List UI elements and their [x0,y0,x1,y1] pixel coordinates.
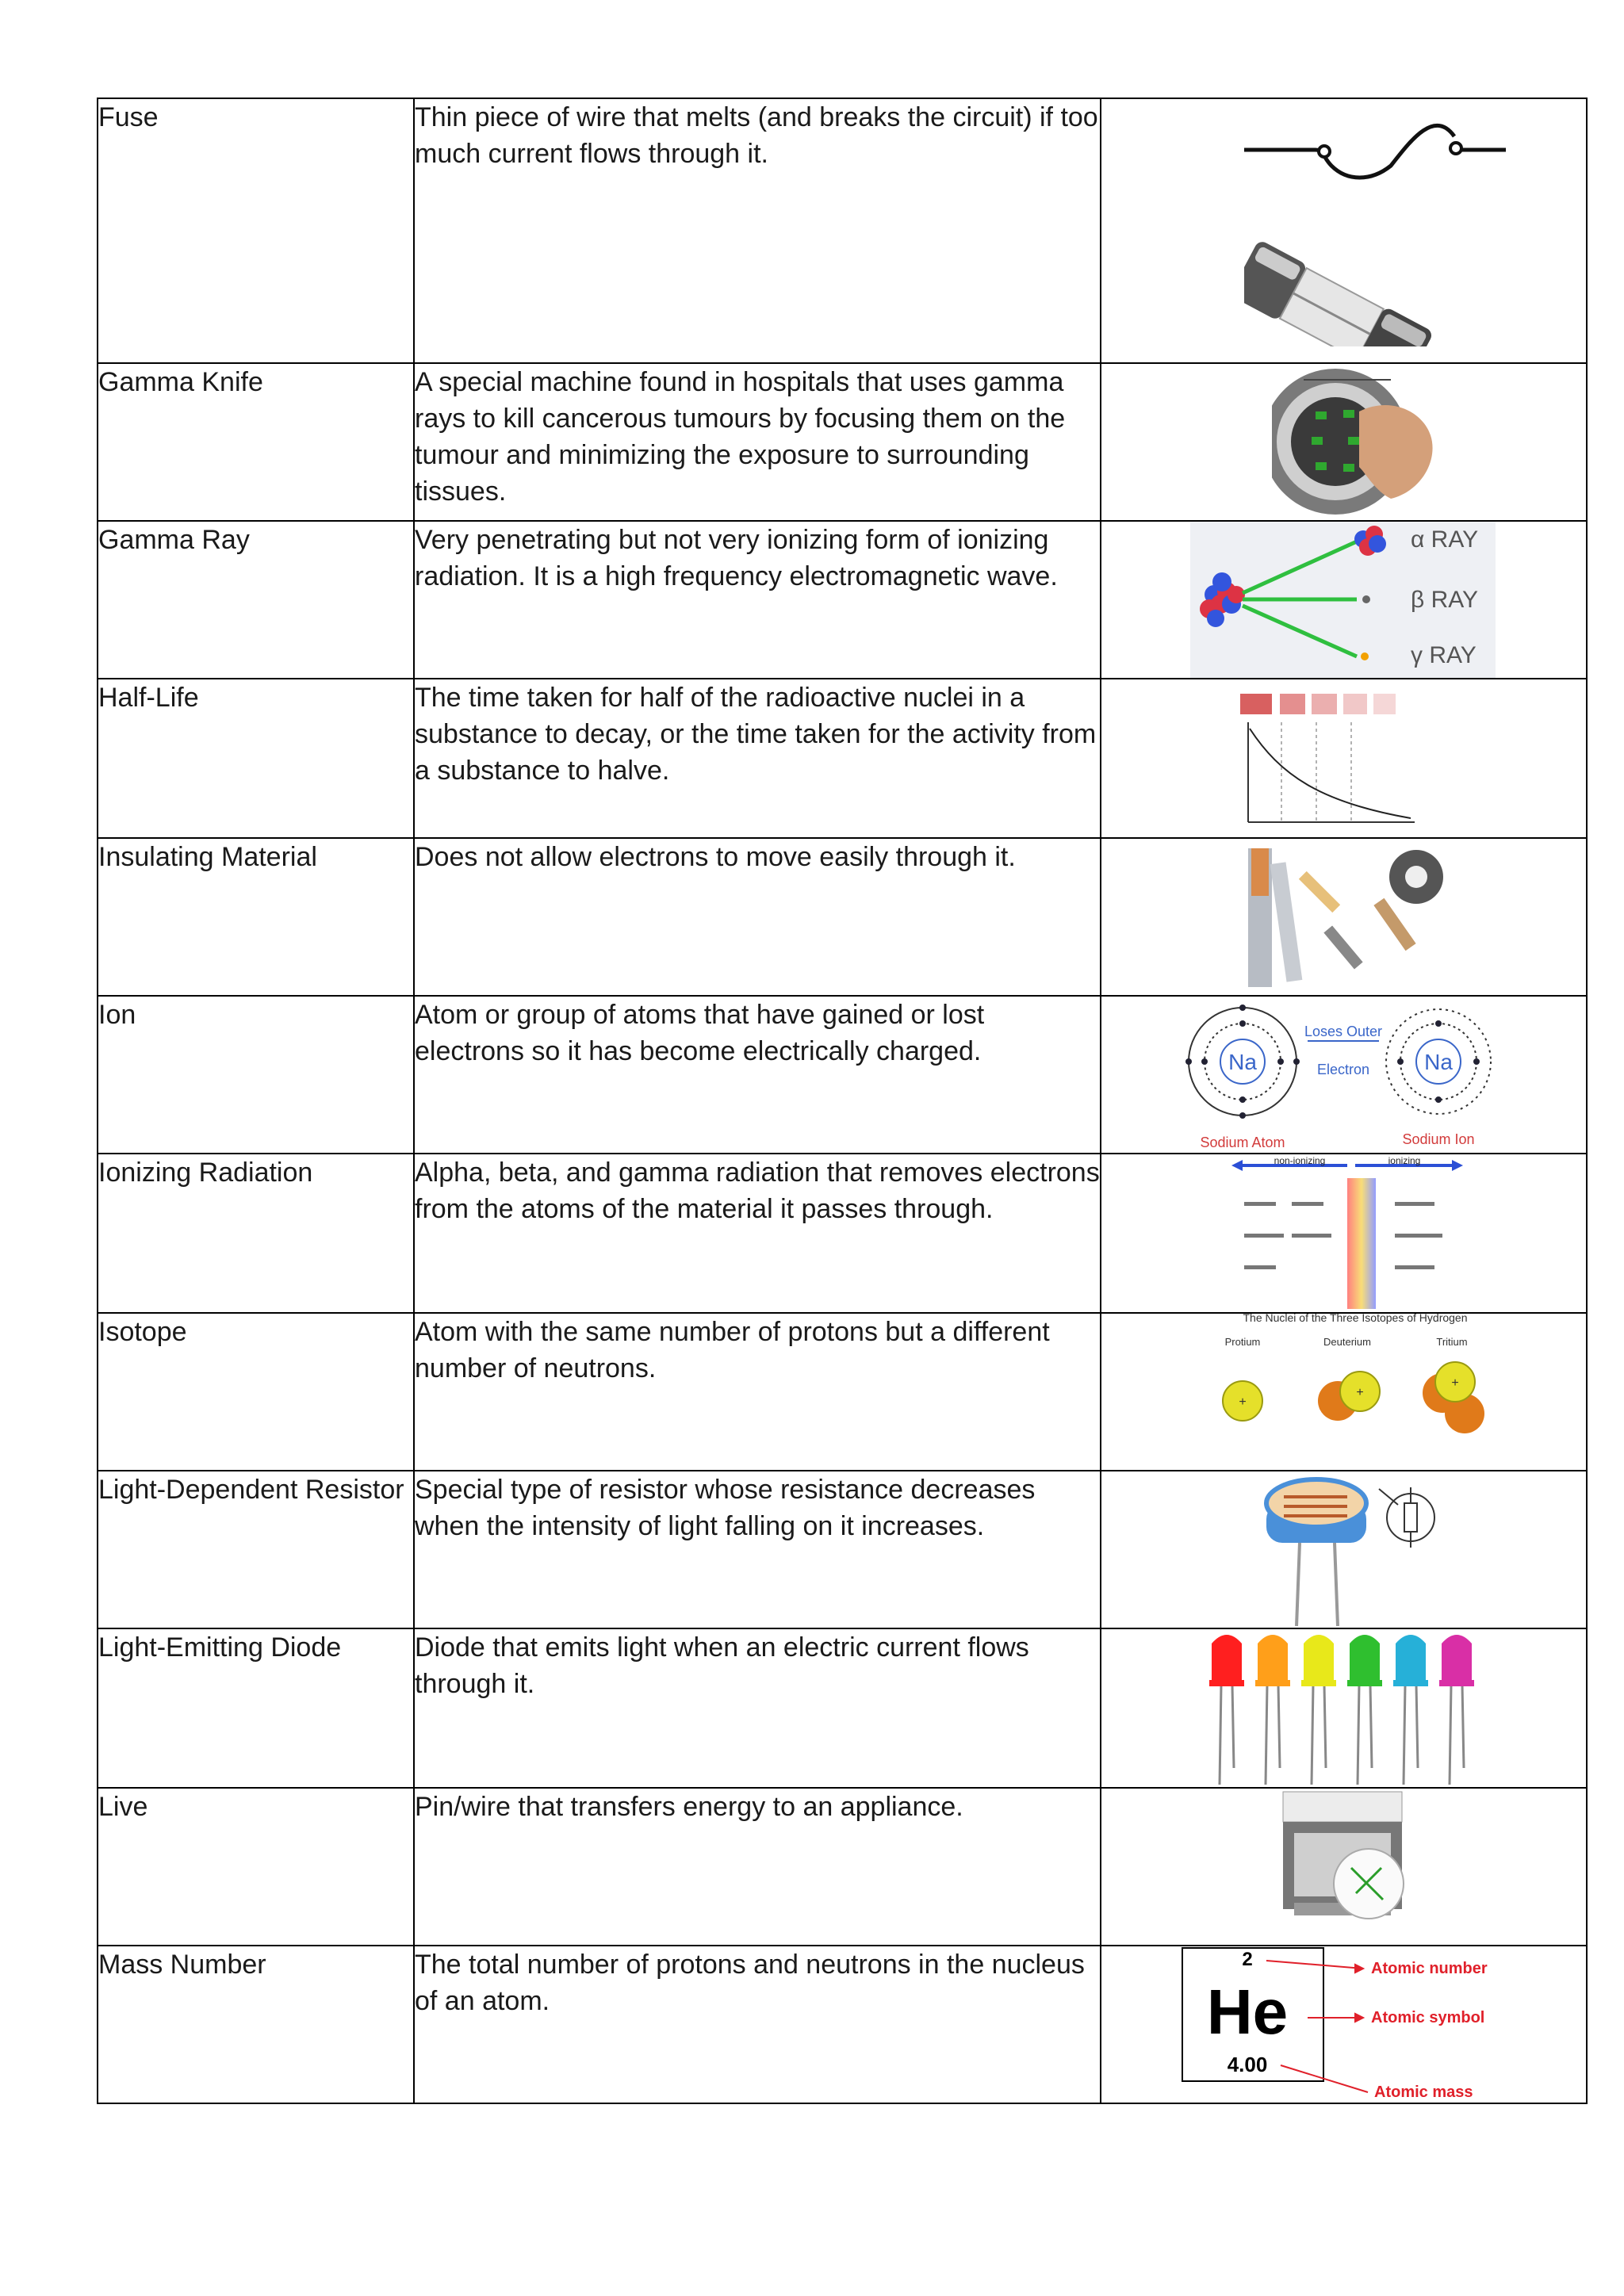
definition-cell: Special type of resistor whose resistance decreases when the intensity of light falling on it increases. [414,1471,1101,1628]
term-cell: Half-Life [98,679,414,838]
gamma-ray-label: γ RAY [1411,642,1477,668]
term-cell: Fuse [98,98,414,363]
led-icon [1393,1635,1428,1785]
tritium-label: Tritium [1436,1336,1468,1348]
fuse-image [1101,99,1586,362]
definition-cell: Does not allow electrons to move easily through it. [414,838,1101,996]
led-icon [1255,1635,1290,1785]
image-cell [1101,1788,1587,1946]
sodium-ion-image [1101,997,1586,1153]
table-row [98,521,1587,679]
appliance-image [1101,1789,1586,1945]
definition-cell: Thin piece of wire that melts (and breaks the circuit) if too much current flows through it. [414,98,1101,363]
protium-label: Protium [1224,1336,1261,1348]
atomic-mass-value: 4.00 [1227,2053,1268,2076]
term-cell: Mass Number [98,1946,414,2103]
table-row [98,838,1587,996]
term-cell: Insulating Material [98,838,414,996]
glossary-body [98,98,1587,2103]
atomic-number-value: 2 [1242,1949,1253,1970]
element-symbol: He [1206,1976,1289,2047]
term-cell: Light-Emitting Diode [98,1628,414,1788]
atomic-number-label: Atomic number [1371,1960,1488,1977]
gamma-knife-image [1101,364,1586,520]
table-row [98,1628,1587,1788]
term-cell: Gamma Ray [98,521,414,679]
term-cell: Ion [98,996,414,1154]
led-image [1101,1629,1586,1787]
table-row [98,1313,1587,1471]
image-cell [1101,1471,1587,1628]
definition-cell: Atom or group of atoms that have gained or lost electrons so it has become electrically charged. [414,996,1101,1154]
image-cell [1101,838,1587,996]
definition-cell: Very penetrating but not very ionizing form of ionizing radiation. It is a high frequency electromagnetic wave. [414,521,1101,679]
atom-caption: Sodium Atom [1200,1135,1285,1150]
definition-cell: The total number of protons and neutrons in the nucleus of an atom. [414,1946,1101,2103]
svg-text:+: + [1239,1395,1247,1409]
beta-ray-label: β RAY [1411,587,1479,613]
non-ionizing-label: non-ionizing [1274,1155,1326,1166]
atomic-mass-label: Atomic mass [1374,2084,1473,2101]
atom-symbol: Na [1228,1050,1257,1074]
term-cell: Light-Dependent Resistor [98,1471,414,1628]
image-cell [1101,363,1587,521]
image-cell [1101,521,1587,679]
glossary-table [97,98,1588,2104]
definition-cell: Pin/wire that transfers energy to an appliance. [414,1788,1101,1946]
image-cell [1101,679,1587,838]
hydrogen-isotopes-image [1101,1314,1586,1470]
ionizing-label: ionizing [1388,1155,1421,1166]
led-icon [1209,1635,1244,1785]
definition-cell: A special machine found in hospitals that uses gamma rays to kill cancerous tumours by focusing them on the tumour and minimizing the exposure to surrounding tissues. [414,363,1101,521]
definition-cell: Atom with the same number of protons but a different number of neutrons. [414,1313,1101,1471]
led-icon [1347,1635,1382,1785]
term-cell: Gamma Knife [98,363,414,521]
definition-cell: Diode that emits light when an electric current flows through it. [414,1628,1101,1788]
image-cell [1101,1313,1587,1471]
definition-cell: The time taken for half of the radioactive nuclei in a substance to decay, or the time taken for the activity from a substance to halve. [414,679,1101,838]
radiation-types-image [1101,522,1586,678]
table-row [98,1946,1587,2103]
table-row [98,363,1587,521]
ion-caption: Sodium Ion [1402,1131,1475,1147]
term-cell: Isotope [98,1313,414,1471]
image-cell [1101,996,1587,1154]
led-icon [1301,1635,1336,1785]
atomic-symbol-label: Atomic symbol [1371,2009,1485,2026]
arrow-label-2: Electron [1316,1062,1370,1077]
ldr-image [1101,1471,1586,1628]
table-row [98,1154,1587,1313]
led-icon [1439,1635,1474,1785]
svg-text:+: + [1356,1386,1364,1399]
image-cell [1101,1946,1587,2103]
deuterium-label: Deuterium [1323,1336,1371,1348]
em-spectrum-image [1101,1154,1586,1312]
image-cell [1101,98,1587,363]
ion-symbol: Na [1424,1050,1453,1074]
definition-cell: Alpha, beta, and gamma radiation that removes electrons from the atoms of the material it passes through. [414,1154,1101,1313]
term-cell: Ionizing Radiation [98,1154,414,1313]
table-row [98,1788,1587,1946]
table-row [98,1471,1587,1628]
table-row [98,98,1587,363]
arrow-label-1: Loses Outer [1304,1024,1383,1039]
image-cell [1101,1628,1587,1788]
alpha-ray-label: α RAY [1411,526,1479,553]
insulated-wires-image [1101,839,1586,995]
isotopes-title: The Nuclei of the Three Isotopes of Hydrogen [1243,1314,1468,1324]
decay-curve-image [1101,679,1586,837]
image-cell [1101,1154,1587,1313]
element-tile-image [1101,1946,1586,2103]
table-row [98,679,1587,838]
svg-text:+: + [1451,1376,1459,1390]
table-row [98,996,1587,1154]
term-cell: Live [98,1788,414,1946]
